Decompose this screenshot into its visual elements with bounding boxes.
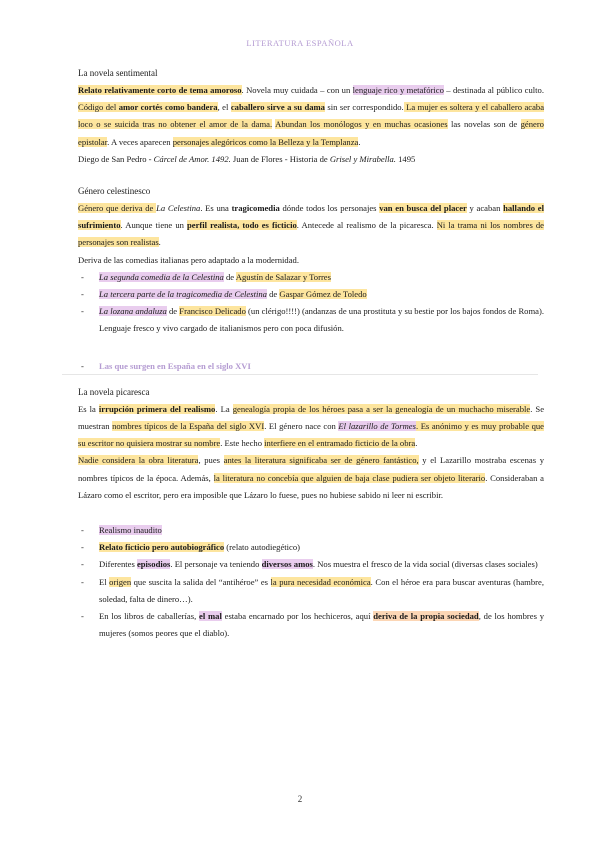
paragraph-picaresca-1: Es la irrupción primera del realismo. La genealogía propia de los héroes pasa a ser la genealogía de un muchacho miserable. Se muestran nombres típicos de la España del siglo XVI. El género nace con El lazarillo de Tormes. Es anónimo y es muy probable que su escritor no quisiera mostrar su nombre. Este hecho interfiere en el entramado ficticio de la obra.	[78, 403, 545, 449]
paragraph-celestinesco-1: Género que deriva de La Celestina. Es una tragicomedia dónde todos los personajes van en busca del placer y acaban hallando el sufrimiento. Aunque tiene un perfil realista, todo es ficticio. Antecede al realismo de la picaresca. Ni la trama ni los nombres de personajes son realistas.	[78, 203, 544, 248]
page-content	[78, 68, 544, 642]
paragraph-sentimental-authors: Diego de San Pedro - Cárcel de Amor. 1492. Juan de Flores - Historia de Grisel y Mirabella. 1495	[78, 153, 416, 164]
list-item: - Realismo inaudito	[78, 522, 544, 539]
paragraph-celestinesco-2: Deriva de las comedias italianas pero adaptado a la modernidad.	[78, 254, 299, 265]
paragraph-sentimental-1: Relato relativamente corto de tema amoroso. Novela muy cuidada – con un lenguaje rico y metafórico – destinada al público culto. Código del amor cortés como bandera, el caballero sirve a su dama sin ser correspondido. La mujer es soltera y el caballero acaba loco o se suicida tras no obtener el amor de la dama. Abundan los monólogos y en muchas ocasiones las novelas son de género epistolar. A veces aparecen personajes alegóricos como la Belleza y la Templanza.	[78, 85, 545, 147]
list-item: - La lozana andaluza de Francisco Delicado (un clérigo!!!!) (andanzas de una prostituta y su bestie por los bajos fondos de Roma). Lenguaje fresco y vivo cargado de italianismos pero con poca difusión.	[78, 303, 544, 337]
section-title-picaresca: La novela picaresca	[78, 386, 150, 397]
list-item: - Relato ficticio pero autobiográfico (relato autodiegético)	[78, 539, 544, 556]
list-item: - La tercera parte de la tragicomedia de Celestina de Gaspar Gómez de Toledo	[78, 286, 544, 303]
list-item: - Diferentes episodios. El personaje va teniendo diversos amos. Nos muestra el fresco de la vida social (diversas clases sociales)	[78, 556, 544, 573]
page-header: LITERATURA ESPAÑOLA	[246, 38, 354, 48]
section-title-celestinesco: Género celestinesco	[78, 186, 151, 197]
list-picaresca	[78, 522, 544, 642]
list-celestinesco	[78, 269, 544, 338]
list-item: - En los libros de caballerías, el mal estaba encarnado por los hechiceros, aquí deriva de la propia sociedad, de los hombres y mujeres (somos peores que el diablo).	[78, 608, 544, 642]
list-item: - Las que surgen en España en el siglo XVI	[78, 358, 544, 375]
list-item: - El origen que suscita la salida del “antihéroe” es la pura necesidad económica. Con el héroe era para buscar aventuras (hambre, soledad, falta de dinero…).	[78, 574, 544, 608]
paragraph-picaresca-2: Nadie considera la obra literatura, pues antes la literatura significaba ser de género fantástico, y el Lazarillo mostraba escenas y nombres típicos de la época. Además, la literatura no concebía que alguien de baja clase pudiera ser objeto literario. Consideraban a Lázaro como el escritor, pero era imposible que Lázaro lo fuese, pues no hubiese sabido ni leer ni escribir.	[78, 455, 545, 500]
section-divider	[62, 374, 538, 375]
page-number: 2	[297, 794, 303, 804]
list-item: - La segunda comedia de la Celestina de Agustín de Salazar y Torres	[78, 269, 544, 286]
section-title-sentimental: La novela sentimental	[78, 68, 158, 78]
section-heading-siglo-xvi	[78, 358, 544, 375]
